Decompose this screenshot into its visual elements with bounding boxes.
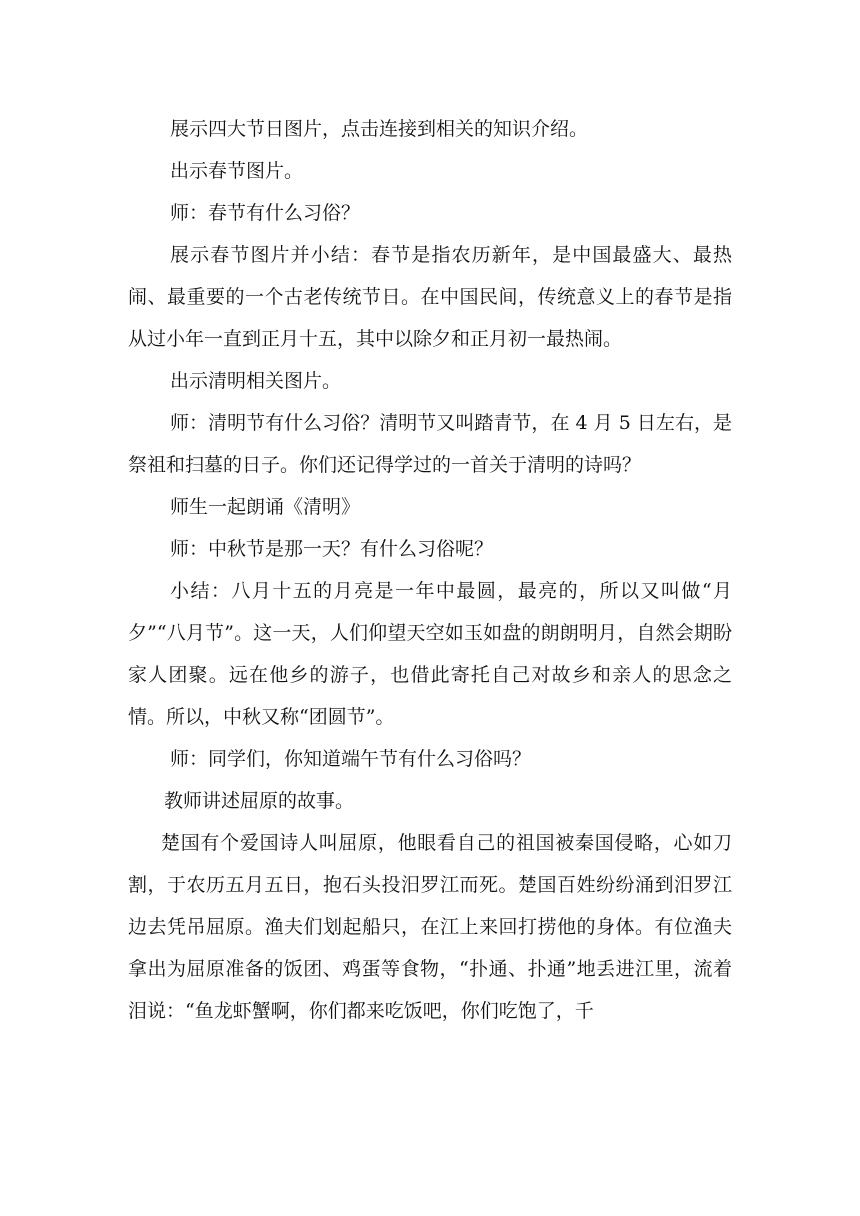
paragraph-qingming-poem: 师生一起朗诵《清明》 (170, 496, 361, 518)
document-body (128, 108, 732, 1032)
paragraph-qu-yuan-story-intro: 教师讲述屈原的故事。 (164, 790, 355, 812)
paragraph-spring-festival-question: 师：春节有什么习俗？ (170, 202, 361, 224)
paragraph-mid-autumn-summary: 小结：八月十五的月亮是一年中最圆，最亮的，所以又叫做“月夕”“八月节”。这一天，人们仰望天空如玉如盘的朗朗明月，自然会期盼家人团聚。远在他乡的游子，也借此寄托自己对故乡和亲人的思念之情。所以，中秋又称“团圆节”。 (128, 580, 732, 728)
paragraph-festival-pictures: 展示四大节日图片，点击连接到相关的知识介绍。 (170, 118, 589, 140)
paragraph-spring-festival-picture: 出示春节图片。 (170, 160, 304, 182)
paragraph-spring-festival-summary: 展示春节图片并小结：春节是指农历新年，是中国最盛大、最热闹、最重要的一个古老传统节日。在中国民间，传统意义上的春节是指从过小年一直到正月十五，其中以除夕和正月初一最热闹。 (128, 244, 732, 350)
paragraph-qingming-picture: 出示清明相关图片。 (170, 370, 342, 392)
paragraph-qingming-question: 师：清明节有什么习俗？清明节又叫踏青节，在 4 月 5 日左右，是祭祖和扫墓的日子。你们还记得学过的一首关于清明的诗吗？ (128, 412, 732, 476)
paragraph-qu-yuan-story: 楚国有个爱国诗人叫屈原，他眼看自己的祖国被秦国侵略，心如刀割，于农历五月五日，抱石头投汨罗江而死。楚国百姓纷纷涌到汨罗江边去凭吊屈原。渔夫们划起船只，在江上来回打捞他的身体。有位渔夫拿出为屈原准备的饭团、鸡蛋等食物，“扑通、扑通”地丢进江里，流着泪说：“鱼龙虾蟹啊，你们都来吃饭吧，你们吃饱了，千 (128, 832, 732, 1022)
paragraph-mid-autumn-question: 师：中秋节是那一天？有什么习俗呢？ (170, 538, 494, 560)
paragraph-dragon-boat-question: 师：同学们，你知道端午节有什么习俗吗？ (170, 748, 532, 770)
